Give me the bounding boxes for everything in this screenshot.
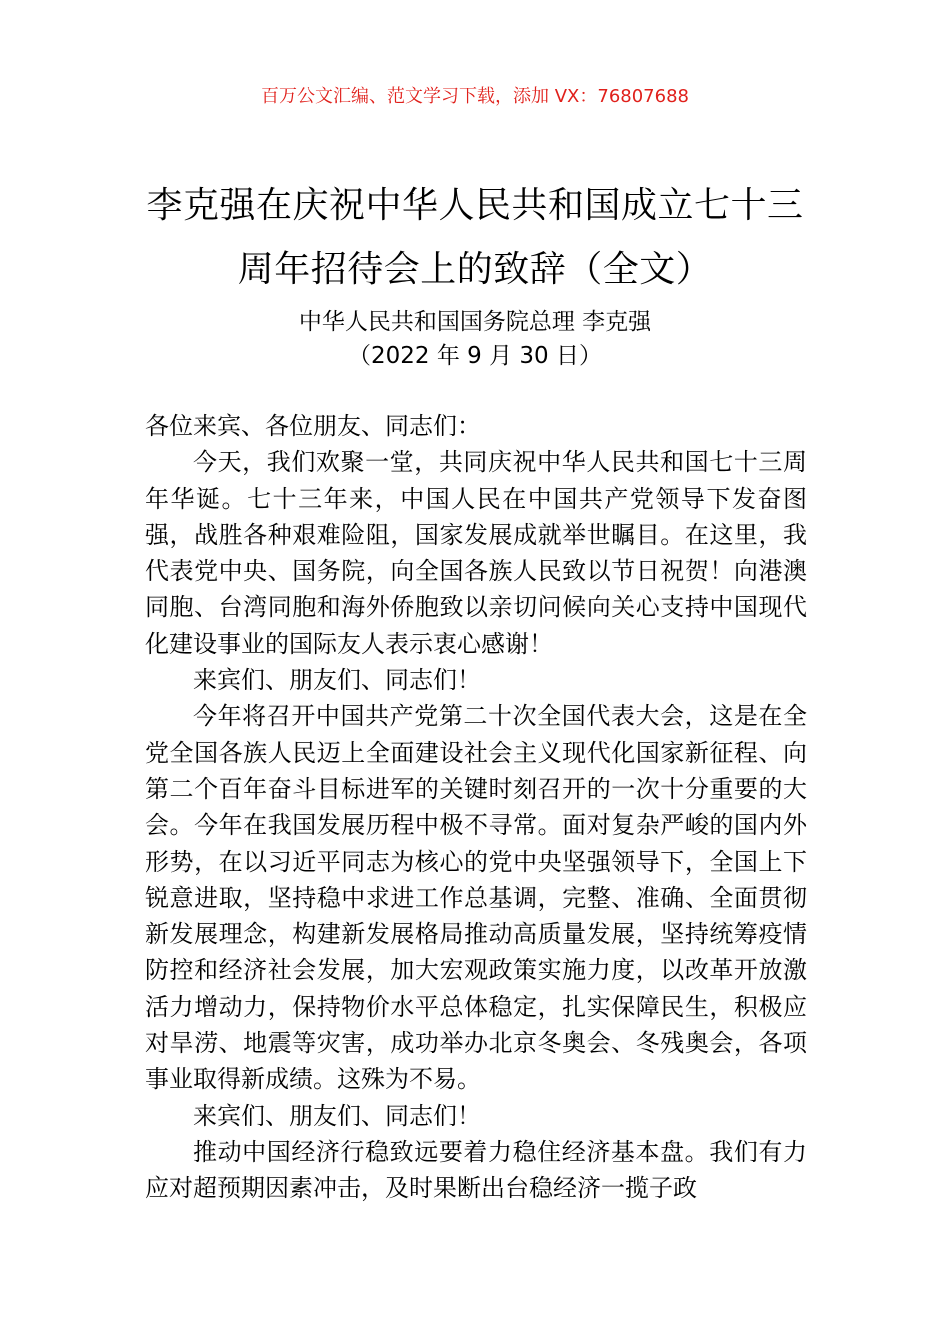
body-paragraph: 今天，我们欢聚一堂，共同庆祝中华人民共和国七十三周年华诞。七十三年来，中国人民在中国共产党领导下发奋图强，战胜各种艰难险阻，国家发展成就举世瞩目。在这里，我代表党中央、国务院，向全国各族人民致以节日祝贺！向港澳同胞、台湾同胞和海外侨胞致以亲切问候向关心支持中国现代化建设事业的国际友人表示衷心感谢！ [145,448,807,658]
document-title-line-1: 李克强在庆祝中华人民共和国成立七十三 [146,185,804,226]
salutation-paragraph: 各位来宾、各位朋友、同志们： [145,412,481,440]
body-paragraph: 今年将召开中国共产党第二十次全国代表大会，这是在全党全国各族人民迈上全面建设社会主义现代化国家新征程、向第二个百年奋斗目标进军的关键时刻召开的一次十分重要的大会。今年在我国发展历程中极不寻常。面对复杂严峻的国内外形势，在以习近平同志为核心的党中央坚强领导下，全国上下锐意进取，坚持稳中求进工作总基调，完整、准确、全面贯彻新发展理念，构建新发展格局推动高质量发展，坚持统筹疫情防控和经济社会发展，加大宏观政策实施力度，以改革开放激活力增动力，保持物价水平总体稳定，扎实保障民生，积极应对旱涝、地震等灾害，成功举办北京冬奥会、冬残奥会，各项事业取得新成绩。这殊为不易。 [145,702,807,1094]
body-paragraph: 推动中国经济行稳致远要着力稳住经济基本盘。我们有力应对超预期因素冲击，及时果断出台稳经济一揽子政 [145,1137,807,1203]
document-body [145,408,807,1207]
author-line: 中华人民共和国国务院总理 李克强 [298,309,652,335]
body-paragraph: 来宾们、朋友们、同志们！ [193,666,481,695]
date-line: （2022 年 9 月 30 日） [348,343,602,369]
body-paragraph: 来宾们、朋友们、同志们！ [193,1101,481,1130]
document-title-line-2: 周年招待会上的致辞（全文） [237,249,713,290]
header-note: 百万公文汇编、范文学习下载，添加 VX：76807688 [261,86,689,107]
